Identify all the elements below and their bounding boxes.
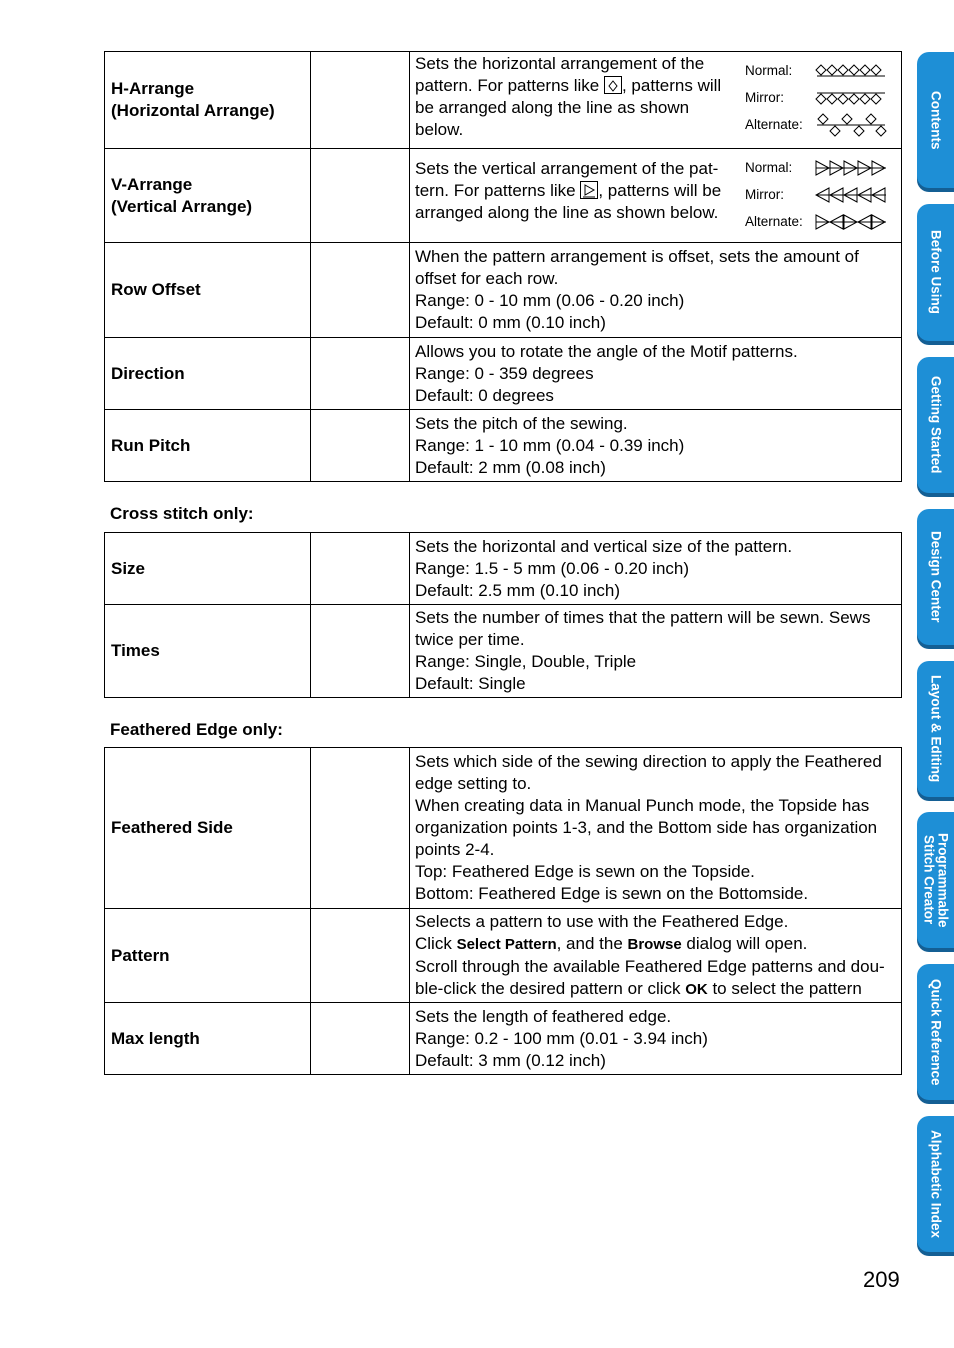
row-desc: Sets which side of the sewing direction to apply the Feathered edge setting to. When creating data in Manual Punch mode, the Topside has organization points 1-3, and the Bottom side has organization points 2-4. Top: Feathered Edge is sewn on the Topside. Bottom: Feathered Edge is sewn on the Bottomside. xyxy=(410,748,902,909)
normal-triangle-pattern-icon xyxy=(815,159,887,177)
row-name: Times xyxy=(105,605,311,698)
select-pattern-ref: Select Pattern xyxy=(456,935,557,953)
ok-ref: OK xyxy=(685,980,708,998)
row-name: Pattern xyxy=(105,909,311,1003)
cross-stitch-table xyxy=(104,532,902,698)
row-desc: Allows you to rotate the angle of the Motif patterns. Range: 0 - 359 degrees Default: 0 degrees xyxy=(410,338,902,410)
section-heading-cross-stitch: Cross stitch only: xyxy=(110,504,254,523)
tab-programmable-stitch-creator[interactable]: Programmable Stitch Creator xyxy=(917,812,954,948)
alternate-triangle-pattern-icon xyxy=(815,213,887,231)
table-row xyxy=(105,338,902,410)
row-desc: Sets the length of feathered edge. Range: 0.2 - 100 mm (0.01 - 3.94 inch) Default: 3 mm (0.12 inch) xyxy=(410,1003,902,1075)
table-row xyxy=(105,533,902,605)
triangle-pattern-icon xyxy=(580,181,598,199)
row-name: Feathered Side xyxy=(105,748,311,909)
table-row xyxy=(105,243,902,338)
mirror-triangle-pattern-icon xyxy=(815,186,887,204)
row-name: Max length xyxy=(105,1003,311,1075)
table-row xyxy=(105,909,902,1003)
tab-layout-editing[interactable]: Layout & Editing xyxy=(917,661,954,797)
row-desc: When the pattern arrangement is offset, sets the amount of offset for each row. Range: 0 - 10 mm (0.06 - 0.20 inch) Default: 0 mm (0.10 inch) xyxy=(410,243,902,338)
diamond-pattern-icon xyxy=(604,76,622,94)
tab-quick-reference[interactable]: Quick Reference xyxy=(917,964,954,1100)
browse-ref: Browse xyxy=(627,935,682,953)
tab-before-using[interactable]: Before Using xyxy=(917,204,954,341)
v-arrange-illustration: Normal: Mirror: Alternate: xyxy=(745,154,897,235)
table-row xyxy=(105,748,902,909)
row-name-v-arrange: V-Arrange (Vertical Arrange) xyxy=(105,149,311,243)
alternate-diamond-pattern-icon xyxy=(815,113,887,137)
row-desc: Selects a pattern to use with the Feathered Edge. Click Select Pattern, and the Browse dialog will open. Scroll through the available Feathered Edge patterns and dou-ble-click the desired pattern or click OK to select the pattern xyxy=(410,909,902,1003)
row-name: Size xyxy=(105,533,311,605)
tab-alphabetic-index[interactable]: Alphabetic Index xyxy=(917,1116,954,1252)
h-arrange-illustration: Normal: Mirror: Alternate: xyxy=(745,57,897,138)
page-number: 209 xyxy=(863,1267,900,1292)
row-name: Row Offset xyxy=(105,243,311,338)
row-name: Direction xyxy=(105,338,311,410)
row-desc: Sets the pitch of the sewing. Range: 1 - 10 mm (0.04 - 0.39 inch) Default: 2 mm (0.08 inch) xyxy=(410,410,902,482)
tab-getting-started[interactable]: Getting Started xyxy=(917,357,954,493)
feathered-edge-table xyxy=(104,747,902,1075)
row-desc: Sets the number of times that the pattern will be sewn. Sews twice per time. Range: Single, Double, Triple Default: Single xyxy=(410,605,902,698)
table-row xyxy=(105,1003,902,1075)
table-row xyxy=(105,52,902,149)
table-row xyxy=(105,605,902,698)
row-desc-h-arrange: Sets the horizontal arrangement of the pattern. For patterns like , patterns will be arranged along the line as shown below. Normal: Mirror: Alternate: xyxy=(410,52,902,149)
row-desc: Sets the horizontal and vertical size of the pattern. Range: 1.5 - 5 mm (0.06 - 0.20 inch) Default: 2.5 mm (0.10 inch) xyxy=(410,533,902,605)
tab-design-center[interactable]: Design Center xyxy=(917,509,954,645)
section-heading-feathered-edge: Feathered Edge only: xyxy=(110,720,283,739)
row-name-h-arrange: H-Arrange (Horizontal Arrange) xyxy=(105,52,311,149)
tab-contents[interactable]: Contents xyxy=(917,52,954,188)
table-row xyxy=(105,410,902,482)
normal-diamond-pattern-icon xyxy=(815,63,887,79)
row-desc-v-arrange: Sets the vertical arrangement of the pat-tern. For patterns like , patterns will be arranged along the line as shown below. Normal: Mirror: Alternate: xyxy=(410,149,902,243)
row-name: Run Pitch xyxy=(105,410,311,482)
table-row xyxy=(105,149,902,243)
mirror-diamond-pattern-icon xyxy=(815,90,887,106)
settings-table xyxy=(104,51,902,482)
